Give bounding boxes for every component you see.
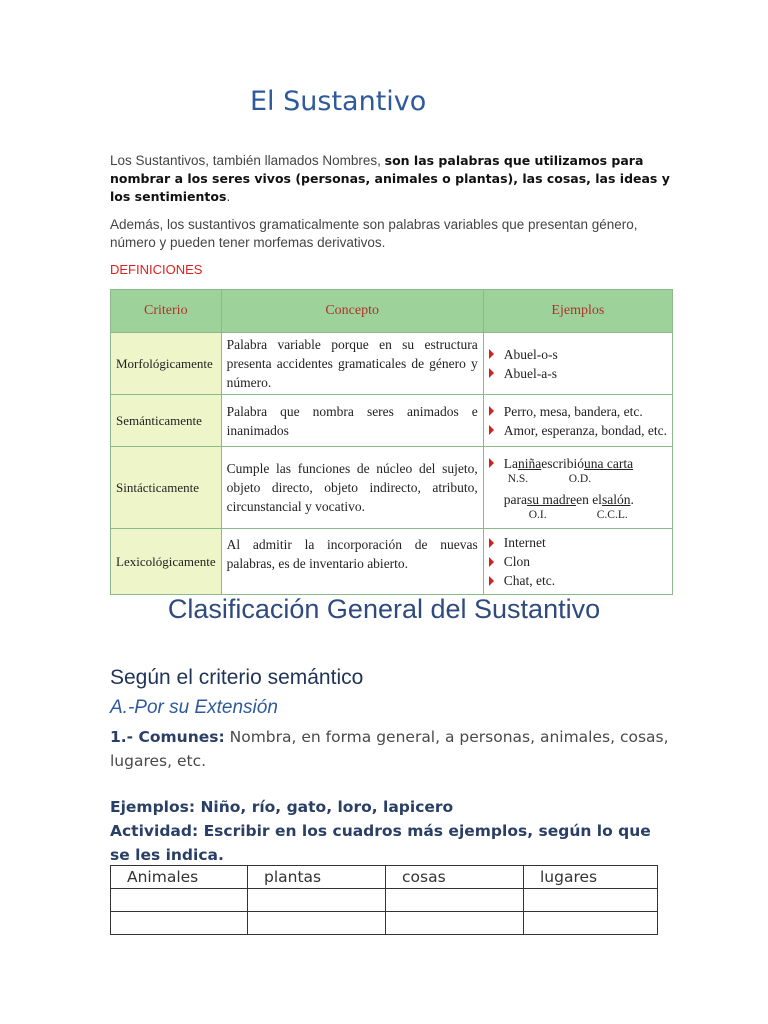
header-animales: Animales — [111, 866, 248, 889]
answer-cell-cosas[interactable] — [386, 912, 524, 935]
criterio-cell: Sintácticamente — [111, 447, 222, 529]
syntax-labels — [489, 509, 667, 522]
answer-cell-lugares[interactable] — [524, 912, 658, 935]
ejemplos-cell — [483, 447, 672, 529]
example-underlined: salón — [601, 491, 631, 507]
bullet-icon — [489, 538, 494, 548]
intro-paragraph — [110, 152, 670, 206]
example-text: en el — [576, 491, 602, 507]
table-row — [111, 333, 673, 395]
header-cosas: cosas — [386, 866, 524, 889]
concepto-cell: Cumple las funciones de núcleo del sujeto, objeto directo, objeto indirecto, atributo, circunstancial y vocativo. — [221, 447, 483, 529]
intro-normal-text: Los Sustantivos, también llamados Nombres, — [110, 153, 385, 168]
table-row — [111, 912, 658, 935]
example-text: para — [503, 491, 527, 507]
syntax-label: C.C.L. — [596, 508, 628, 521]
comunes-paragraph — [110, 725, 670, 773]
header-ejemplos: Ejemplos — [483, 290, 672, 333]
answer-cell-plantas[interactable] — [248, 912, 386, 935]
example-text: Abuel-o-s — [503, 346, 558, 362]
syntax-labels — [489, 473, 667, 486]
example-item — [489, 533, 667, 552]
example-text: Internet — [503, 535, 546, 550]
example-text: Perro, mesa, bandera, etc. — [503, 403, 643, 419]
ejemplos-cell — [483, 395, 672, 447]
criterio-cell: Morfológicamente — [111, 333, 222, 395]
example-text: . — [630, 491, 634, 507]
intro-end-text: . — [226, 189, 231, 204]
example-underlined: su madre — [526, 491, 577, 507]
comunes-label: 1.- Comunes: — [110, 728, 225, 746]
table-row — [111, 447, 673, 529]
actividad-line: Actividad: Escribir en los cuadros más ejemplos, según lo que se les indica. — [110, 822, 651, 864]
bullet-icon — [489, 458, 494, 468]
example-text: Clon — [503, 554, 530, 569]
ejemplos-cell — [483, 529, 672, 595]
criterio-cell: Semánticamente — [111, 395, 222, 447]
intro-bold-text: son las palabras que utilizamos para nombrar a los seres vivos (personas, animales o plantas), las cosas, las ideas y los sentimientos — [110, 153, 670, 204]
example-item — [489, 552, 667, 571]
example-text: Abuel-a-s — [503, 365, 557, 381]
answer-cell-cosas[interactable] — [386, 889, 524, 912]
header-plantas: plantas — [248, 866, 386, 889]
example-item — [489, 454, 667, 473]
morphology-paragraph: Además, los sustantivos gramaticalmente son palabras variables que presentan género, número y pueden tener morfemas derivativos. — [110, 217, 638, 250]
bullet-icon — [489, 425, 494, 435]
example-underlined: niña — [517, 455, 542, 471]
bullet-icon — [489, 349, 494, 359]
example-item — [489, 402, 667, 421]
example-item — [489, 345, 667, 364]
concepto-cell: Palabra que nombra seres animados e inanimados — [221, 395, 483, 447]
definitions-table — [110, 289, 673, 595]
answer-cell-animales[interactable] — [111, 889, 248, 912]
syntax-label: O.D. — [568, 472, 592, 485]
syntax-label: N.S. — [507, 472, 529, 485]
definitions-label: DEFINICIONES — [110, 262, 203, 277]
example-item — [489, 364, 667, 383]
table-row — [111, 395, 673, 447]
ejemplos-line: Ejemplos: Niño, río, gato, loro, lapicero — [110, 798, 454, 816]
example-item — [489, 571, 667, 590]
activity-table — [110, 865, 658, 935]
activity-header-row — [111, 866, 658, 889]
ejemplos-cell — [483, 333, 672, 395]
definitions-header-row — [111, 290, 673, 333]
table-row — [111, 889, 658, 912]
page-title: El Sustantivo — [250, 86, 427, 117]
example-item — [489, 490, 667, 509]
concepto-cell: Palabra variable porque en su estructura presenta accidentes gramaticales de género y número. — [221, 333, 483, 395]
bullet-icon — [489, 406, 494, 416]
bullet-icon — [489, 557, 494, 567]
example-text: Amor, esperanza, bondad, etc. — [503, 422, 667, 438]
example-item — [489, 421, 667, 440]
header-criterio: Criterio — [111, 290, 222, 333]
header-concepto: Concepto — [221, 290, 483, 333]
header-lugares: lugares — [524, 866, 658, 889]
answer-cell-plantas[interactable] — [248, 889, 386, 912]
semantic-criterion-heading: Según el criterio semántico — [110, 666, 364, 689]
table-row — [111, 529, 673, 595]
classification-heading: Clasificación General del Sustantivo — [167, 594, 601, 624]
example-text: escribió — [541, 455, 584, 471]
answer-cell-animales[interactable] — [111, 912, 248, 935]
answer-cell-lugares[interactable] — [524, 889, 658, 912]
comunes-text: Nombra, en forma general, a personas, animales, cosas, lugares, etc. — [110, 728, 669, 770]
extension-heading: A.-Por su Extensión — [110, 697, 278, 718]
concepto-cell: Al admitir la incorporación de nuevas palabras, es de inventario abierto. — [221, 529, 483, 595]
example-text: Chat, etc. — [503, 573, 556, 588]
bullet-icon — [489, 576, 494, 586]
syntax-label: O.I. — [528, 508, 547, 521]
example-text: La — [503, 455, 518, 471]
criterio-cell: Lexicológicamente — [111, 529, 222, 595]
bullet-icon — [489, 368, 494, 378]
example-underlined: una carta — [583, 455, 634, 471]
